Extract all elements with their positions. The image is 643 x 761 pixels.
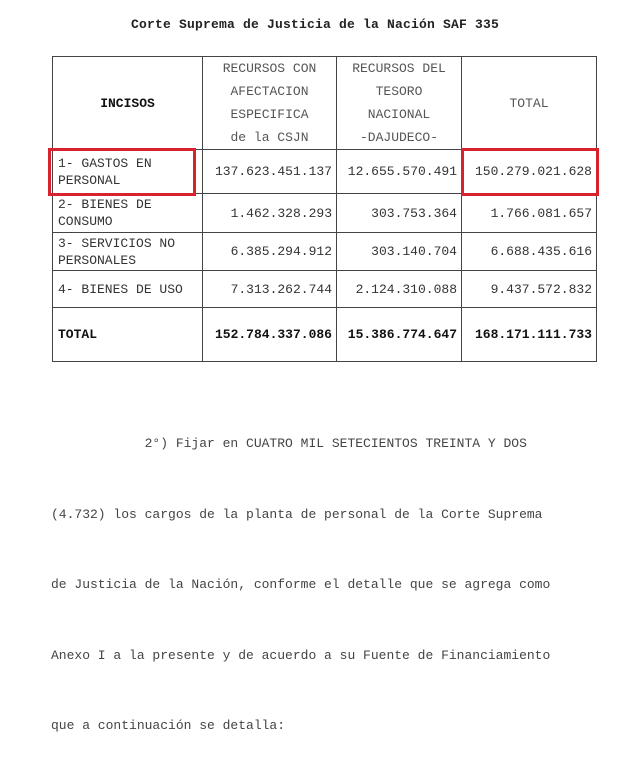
- table-header-row: [53, 57, 597, 150]
- row-inciso: [53, 271, 203, 308]
- body-paragraph: [51, 385, 611, 761]
- header-tesoro-line: RECURSOS DEL: [352, 61, 446, 76]
- header-afectacion-line: RECURSOS CON: [222, 61, 317, 76]
- inciso-line: 2- BIENES DE: [58, 197, 152, 212]
- paragraph-line: que a continuación se detalla:: [51, 718, 286, 733]
- inciso-line: 4- BIENES DE USO: [58, 281, 183, 297]
- row-total: 1.766.081.657: [462, 194, 597, 233]
- header-tesoro-line: NACIONAL: [367, 107, 431, 122]
- header-afectacion-line: ESPECIFICA: [230, 107, 309, 122]
- row-inciso: [53, 233, 203, 271]
- table-row: [53, 194, 597, 233]
- row-afectacion: 7.313.262.744: [203, 271, 337, 308]
- header-total: TOTAL: [462, 57, 597, 150]
- highlight-box-gastos-personal: [48, 148, 196, 196]
- row-total: 150.279.021.628: [462, 150, 597, 194]
- document-title: Corte Suprema de Justicia de la Nación SAF 335: [130, 17, 500, 32]
- row-afectacion: 137.623.451.137: [203, 150, 337, 194]
- header-tesoro-line: -DAJUDECO-: [359, 130, 438, 145]
- row-tesoro: 303.753.364: [337, 194, 462, 233]
- paragraph-line: de Justicia de la Nación, conforme el detalle que se agrega como: [51, 577, 551, 592]
- header-recursos-afectacion: [203, 57, 337, 150]
- table-total-row: [53, 308, 597, 362]
- header-incisos: INCISOS: [53, 57, 203, 150]
- inciso-line: 3- SERVICIOS NO: [58, 235, 176, 251]
- inciso-line: PERSONAL: [58, 172, 121, 188]
- row-afectacion: 1.462.328.293: [203, 194, 337, 233]
- paragraph-line: 2°) Fijar en CUATRO MIL SETECIENTOS TREINTA Y DOS: [51, 436, 527, 451]
- row-inciso: [53, 194, 203, 233]
- row-tesoro: 12.655.570.491: [337, 150, 462, 194]
- paragraph-line: (4.732) los cargos de la planta de personal de la Corte Suprema: [51, 506, 543, 522]
- row-tesoro: 303.140.704: [337, 233, 462, 271]
- row-total: 6.688.435.616: [462, 233, 597, 271]
- table-row: [53, 271, 597, 308]
- total-afectacion: 152.784.337.086: [203, 308, 337, 362]
- total-total: 168.171.111.733: [462, 308, 597, 362]
- header-afectacion-line: de la CSJN: [230, 130, 309, 145]
- total-label: TOTAL: [53, 308, 203, 362]
- table-row: [53, 233, 597, 271]
- header-tesoro-line: TESORO: [375, 84, 423, 99]
- inciso-line: PERSONALES: [58, 252, 137, 268]
- inciso-line: 1- GASTOS EN: [58, 155, 152, 171]
- budget-table: [52, 56, 597, 362]
- row-total: 9.437.572.832: [462, 271, 597, 308]
- row-afectacion: 6.385.294.912: [203, 233, 337, 271]
- total-tesoro: 15.386.774.647: [337, 308, 462, 362]
- highlight-box-total-personal: [461, 148, 599, 196]
- paragraph-line: Anexo I a la presente y de acuerdo a su Fuente de Financiamiento: [51, 647, 551, 663]
- row-tesoro: 2.124.310.088: [337, 271, 462, 308]
- header-afectacion-line: AFECTACION: [230, 84, 309, 99]
- inciso-line: CONSUMO: [58, 214, 113, 229]
- header-recursos-tesoro: [337, 57, 462, 150]
